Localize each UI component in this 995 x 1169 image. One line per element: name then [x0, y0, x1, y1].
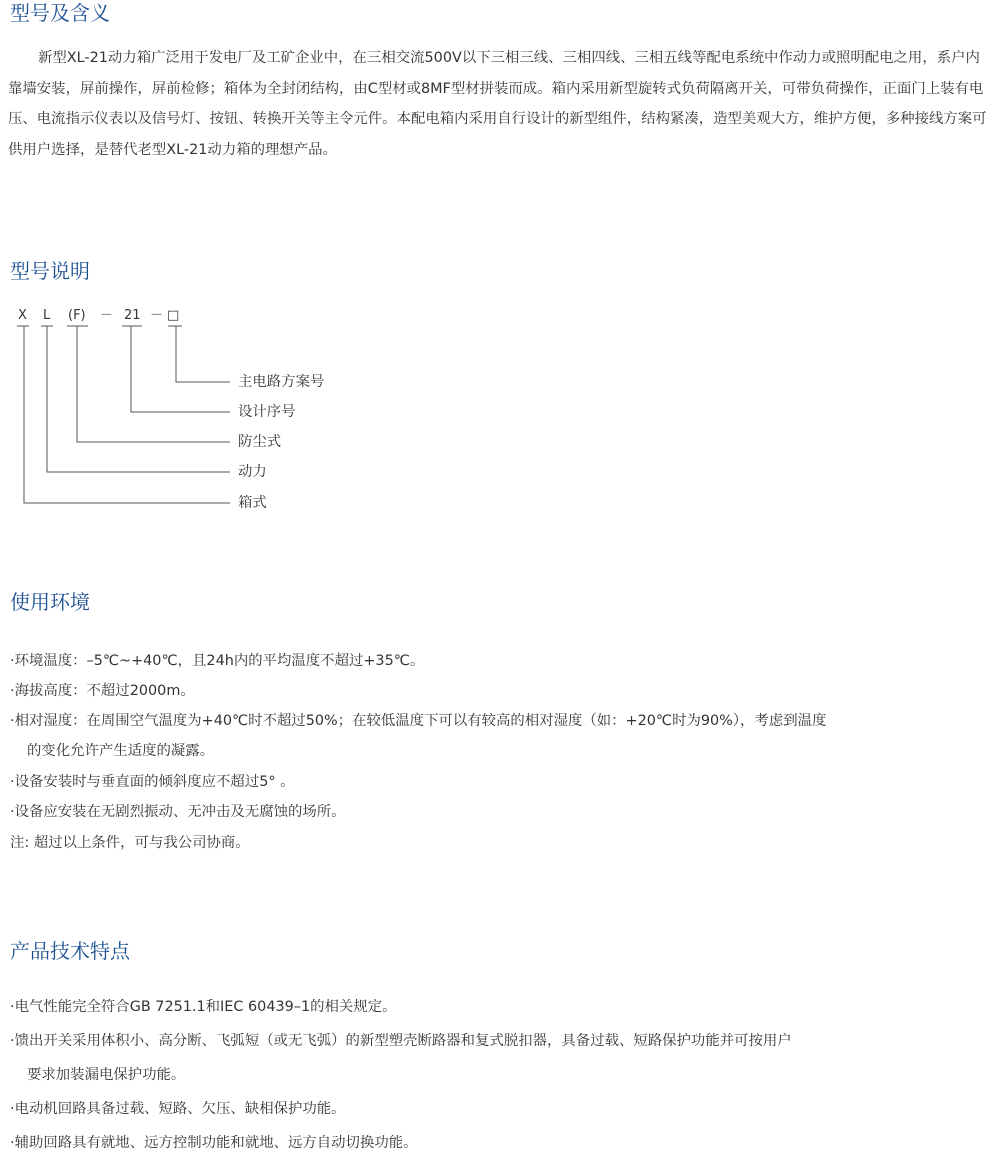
section-title-meaning: 型号及含义	[10, 1, 110, 25]
section-title-environment: 使用环境	[10, 590, 90, 614]
connector-design-serial	[131, 326, 230, 412]
feature-line-auxiliary: ·辅助回路具有就地、远方控制功能和就地、远方自动切换功能。	[10, 1135, 418, 1151]
label-design-serial: 设计序号	[238, 404, 296, 420]
env-line-inclination: ·设备安装时与垂直面的倾斜度应不超过5° 。	[10, 774, 295, 790]
feature-line-feeder-switch-cont: 要求加装漏电保护功能。	[27, 1067, 186, 1083]
label-box-type: 箱式	[238, 495, 267, 511]
code-part-dash-2: －	[150, 308, 164, 323]
code-part-box: □	[167, 308, 180, 323]
connector-dustproof	[77, 326, 230, 442]
code-part-l: L	[43, 308, 51, 323]
section-title-model: 型号说明	[10, 259, 90, 283]
connector-main-circuit	[176, 326, 230, 382]
feature-line-motor: ·电动机回路具备过载、短路、欠压、缺相保护功能。	[10, 1101, 346, 1117]
feature-line-standards: ·电气性能完全符合GB 7251.1和IEC 60439–1的相关规定。	[10, 999, 397, 1015]
model-diagram-lines	[0, 300, 400, 530]
env-line-humidity-cont: 的变化允许产生适度的凝露。	[27, 743, 215, 759]
label-dustproof: 防尘式	[238, 434, 282, 450]
env-line-humidity: ·相对湿度：在周围空气温度为+40℃时不超过50%；在较低温度下可以有较高的相对湿度（如：+20℃时为90%），考虑到温度	[10, 713, 827, 729]
code-part-21: 21	[124, 308, 141, 323]
feature-line-feeder-switch: ·馈出开关采用体积小、高分断、飞弧短（或无飞弧）的新型塑壳断路器和复式脱扣器，具备过载、短路保护功能并可按用户	[10, 1033, 792, 1049]
env-note: 注: 超过以上条件，可与我公司协商。	[10, 835, 250, 851]
connector-power	[47, 326, 230, 472]
intro-paragraph-text: 新型XL-21动力箱广泛用于发电厂及工矿企业中，在三相交流500V以下三相三线、三相四线、三相五线等配电系统中作动力或照明配电之用，系户内靠墙安装，屏前操作，屏前检修；箱体为全封闭结构，由C型材或8MF型材拼装而成。箱内采用新型旋转式负荷隔离开关，可带负荷操作，正面门上装有电压、电流指示仪表以及信号灯、按钮、转换开关等主令元件。本配电箱内采用自行设计的新型组件，结构紧凑，造型美观大方，维护方便，多种接线方案可供用户选择，是替代老型XL-21动力箱的理想产品。	[8, 50, 987, 158]
env-line-location: ·设备应安装在无剧烈振动、无冲击及无腐蚀的场所。	[10, 804, 346, 820]
env-line-altitude: ·海拔高度：不超过2000m。	[10, 683, 195, 699]
env-line-temperature: ·环境温度：–5℃~+40℃，且24h内的平均温度不超过+35℃。	[10, 653, 425, 669]
label-power: 动力	[238, 464, 267, 480]
intro-paragraph	[8, 43, 990, 165]
connector-box-type	[24, 326, 230, 503]
code-part-dash-1: －	[100, 308, 114, 323]
code-part-x: X	[18, 308, 27, 323]
model-code-diagram	[0, 300, 400, 530]
label-main-circuit-scheme: 主电路方案号	[238, 374, 325, 390]
section-title-features: 产品技术特点	[10, 939, 130, 963]
code-part-f: (F)	[68, 308, 86, 323]
